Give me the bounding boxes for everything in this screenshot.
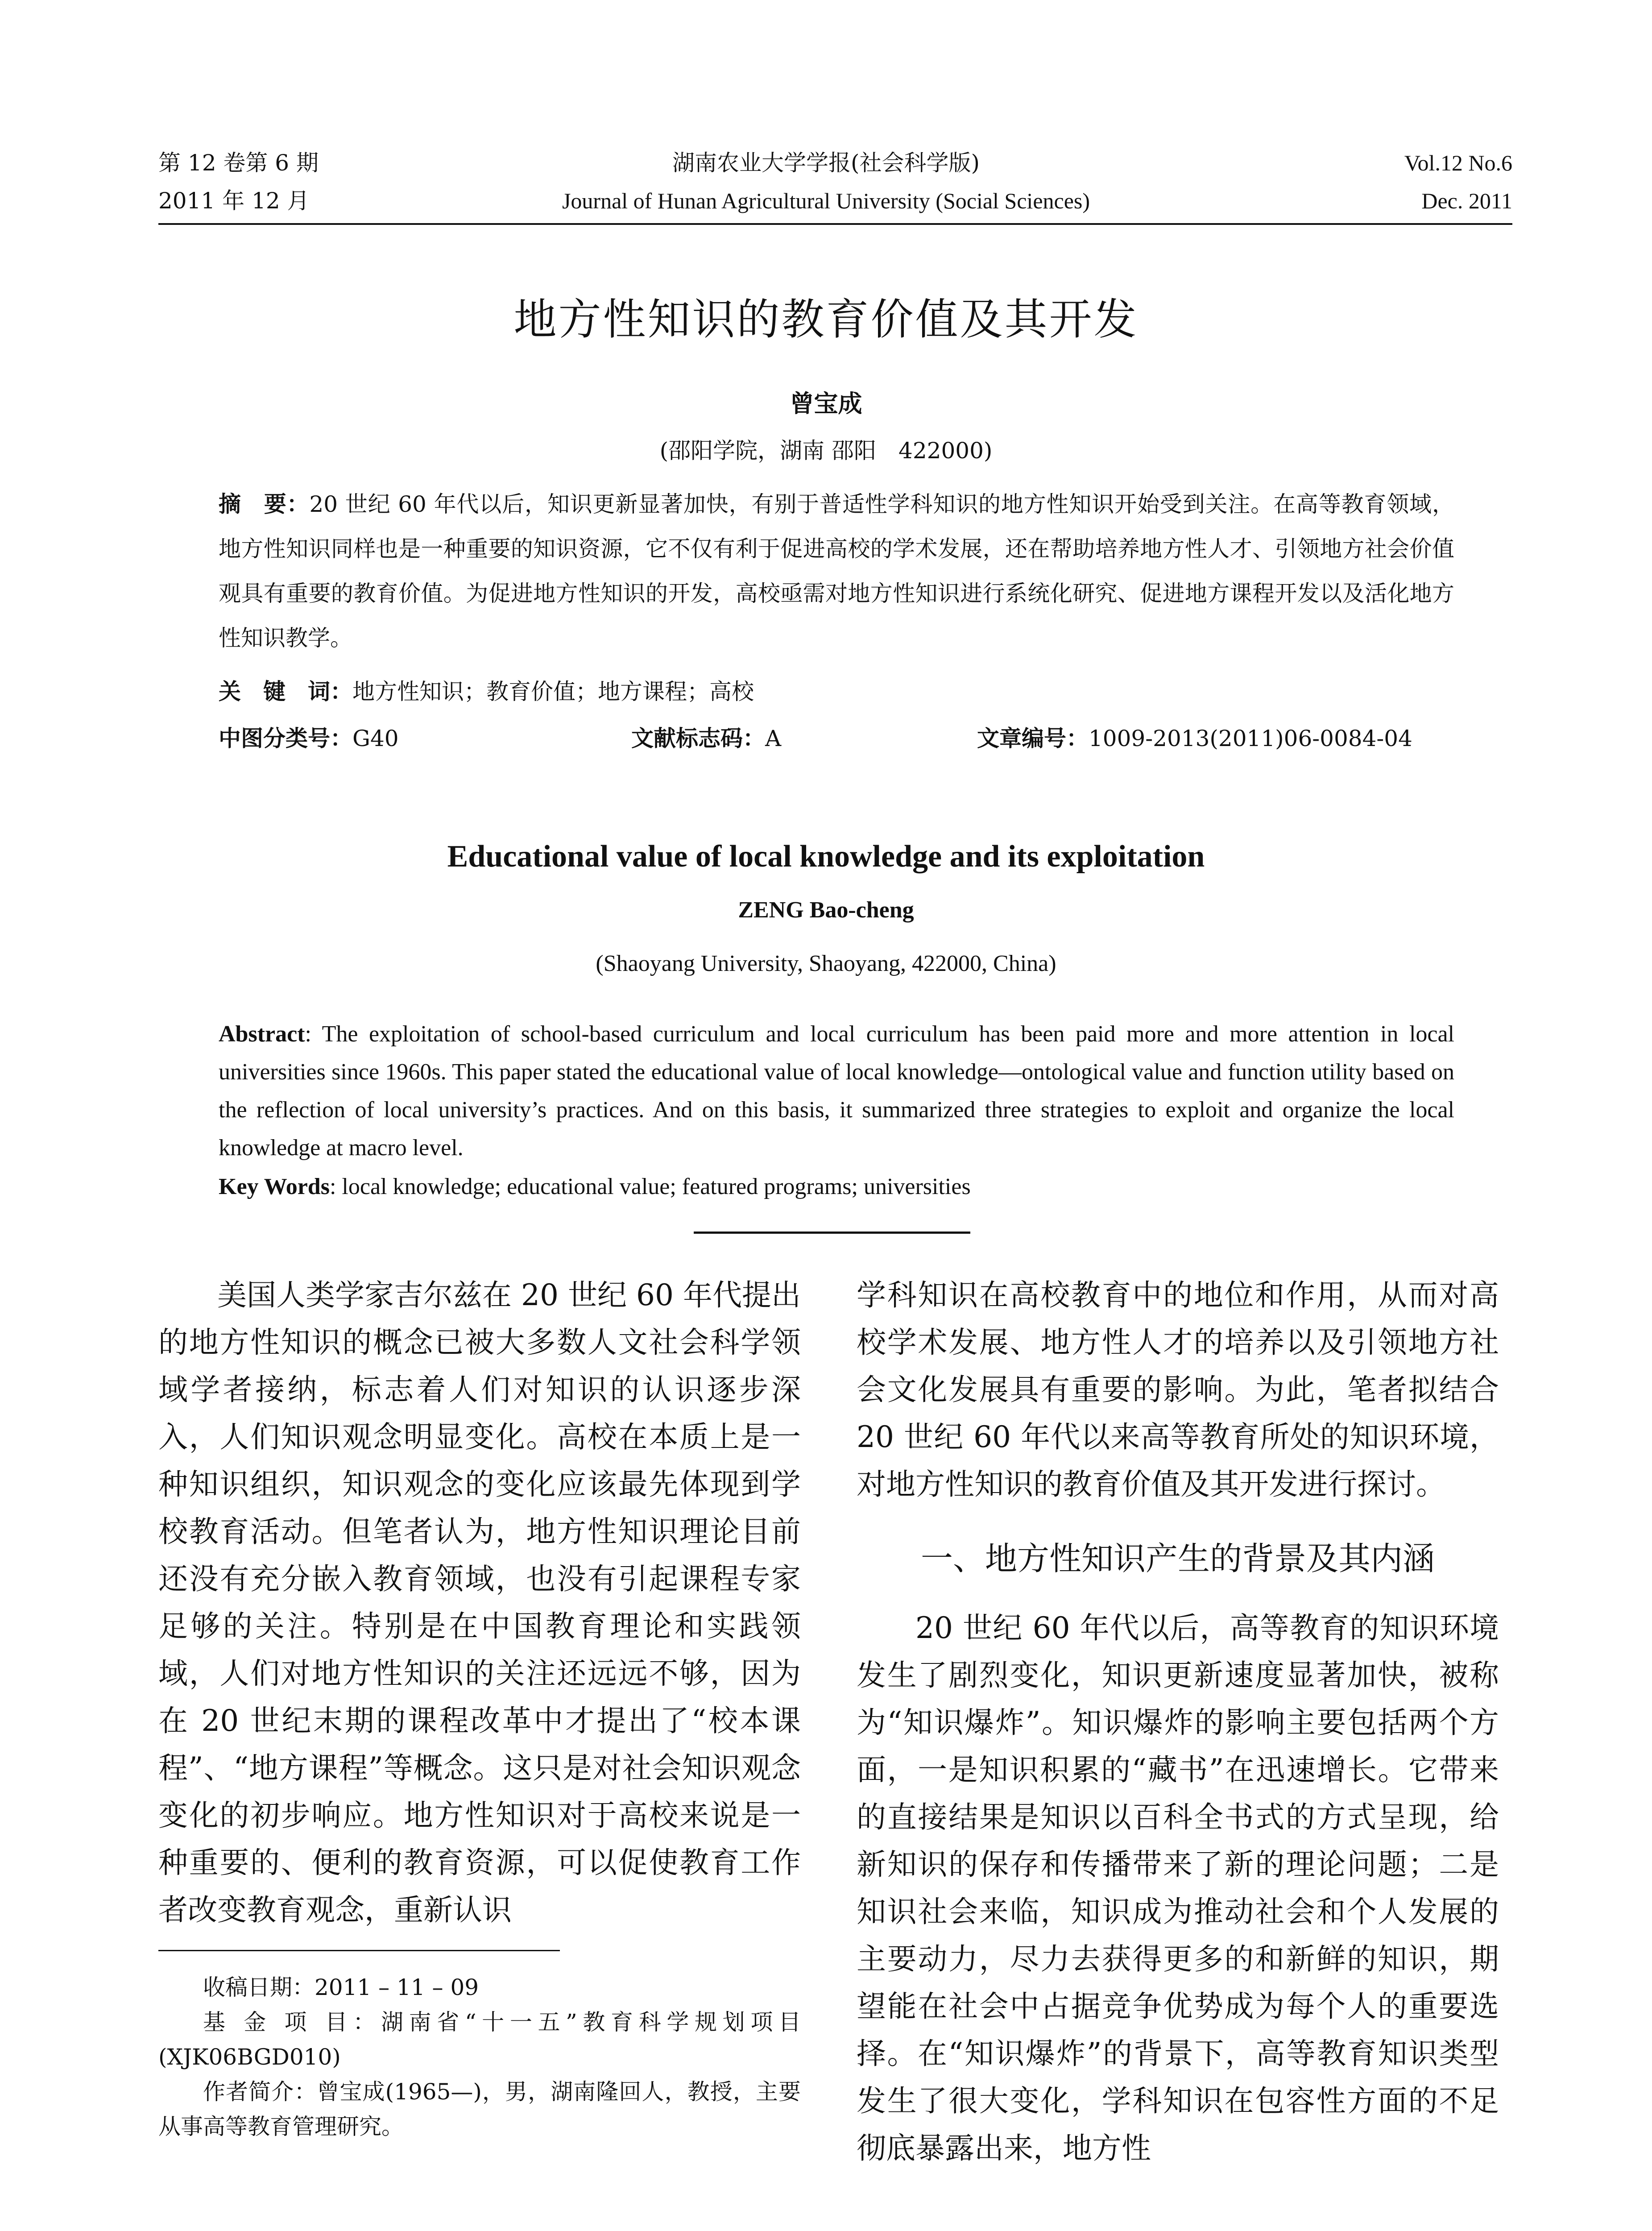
body-paragraph-continued: 学科知识在高校教育中的地位和作用，从而对高校学术发展、地方性人才的培养以及引领地方社会文化发展具有重要的影响。为此，笔者拟结合 20 世纪 60 年代以来高等教育所处的知识环境，对地方性知识的教育价值及其开发进行探讨。	[857, 1278, 1499, 1501]
footnote-received: 收稿日期：2011 – 11 – 09	[203, 1974, 479, 2000]
keywords-en	[219, 1171, 971, 1203]
footnote	[158, 1970, 801, 2144]
footnote-fund: 基 金 项 目：湖南省“十一五”教育科学规划项目(XJK06BGD010)	[158, 2009, 801, 2070]
abstract-en-label: Abstract	[219, 1021, 305, 1047]
footnote-author-bio: 作者简介：曾宝成(1965—)，男，湖南隆回人，教授，主要从事高等教育管理研究。	[158, 2079, 801, 2140]
document-code-label: 文献标志码：	[631, 726, 765, 751]
body-paragraph: 20 世纪 60 年代以后，高等教育的知识环境发生了剧烈变化，知识更新速度显著加快，被称为“知识爆炸”。知识爆炸的影响主要包括两个方面，一是知识积累的“藏书”在迅速增长。它带来的直接结果是知识以百科全书式的方式呈现，给新知识的保存和传播带来了新的理论问题；二是知识社会来临，知识成为推动社会和个人发展的主要动力，尽力去获得更多的和新鲜的知识，期望能在社会中占据竞争优势成为每个人的重要选择。在“知识爆炸”的背景下，高等教育知识类型发生了很大变化，学科知识在包容性方面的不足彻底暴露出来，地方性	[857, 1611, 1499, 2165]
abstract-zh	[219, 482, 1454, 660]
date-en: Dec. 2011	[1421, 188, 1512, 213]
volume-issue-en: Vol.12 No.6	[1404, 150, 1512, 175]
document-code-value: A	[765, 726, 782, 751]
journal-title-en: Journal of Hunan Agricultural University (Social Sciences)	[562, 188, 1090, 213]
journal-title-zh: 湖南农业大学学报(社会科学版)	[672, 150, 980, 176]
footnote-rule	[158, 1950, 560, 1951]
article-number	[977, 723, 1412, 754]
clc-value: G40	[352, 726, 399, 751]
body-column-left	[158, 1272, 801, 1934]
article-title-en: Educational value of local knowledge and its exploitation	[447, 839, 1205, 874]
document-code	[631, 723, 781, 754]
body-column-right	[857, 1272, 1499, 2172]
keywords-zh-label: 关 键 词：	[219, 679, 352, 705]
author-en: ZENG Bao-cheng	[738, 897, 914, 923]
article-number-value: 1009-2013(2011)06-0084-04	[1089, 726, 1412, 751]
keywords-en-label: Key Words	[219, 1174, 330, 1199]
volume-issue-zh: 第 12 卷第 6 期	[158, 150, 319, 176]
keywords-zh-text: 地方性知识；教育价值；地方课程；高校	[352, 679, 754, 705]
clc-label: 中图分类号：	[219, 726, 352, 751]
abstract-en-text: : The exploitation of school-based curriculum and local curriculum has been paid more and more attention in local universities since 1960s. This paper stated the educational value of local knowledge—ontological value and function utility based on the reflection of local university’s practices. And on this basis, it summarized three strategies to exploit and organize the local knowledge at macro level.	[219, 1021, 1454, 1161]
abstract-zh-label: 摘 要：	[219, 491, 310, 517]
separator-rule	[694, 1232, 970, 1234]
abstract-en	[219, 1015, 1454, 1167]
header-rule	[158, 223, 1512, 225]
body-paragraph: 美国人类学家吉尔兹在 20 世纪 60 年代提出的地方性知识的概念已被大多数人文社会科学领域学者接纳，标志着人们对知识的认识逐步深入，人们知识观念明显变化。高校在本质上是一种知识组织，知识观念的变化应该最先体现到学校教育活动。但笔者认为，地方性知识理论目前还没有充分嵌入教育领域，也没有引起课程专家足够的关注。特别是在中国教育理论和实践领域，人们对地方性知识的关注还远远不够，因为在 20 世纪末期的课程改革中才提出了“校本课程”、“地方课程”等概念。这只是对社会知识观念变化的初步响应。地方性知识对于高校来说是一种重要的、便利的教育资源，可以促使教育工作者改变教育观念，重新认识	[158, 1278, 801, 1927]
affiliation-en: (Shaoyang University, Shaoyang, 422000, China)	[596, 951, 1056, 976]
article-number-label: 文章编号：	[977, 726, 1089, 751]
section-heading: 一、地方性知识产生的背景及其内涵	[920, 1540, 1435, 1577]
author-zh: 曾宝成	[790, 390, 862, 418]
abstract-zh-text: 20 世纪 60 年代以后，知识更新显著加快，有别于普适性学科知识的地方性知识开始受到关注。在高等教育领域，地方性知识同样也是一种重要的知识资源，它不仅有利于促进高校的学术发展，还在帮助培养地方性人才、引领地方社会价值观具有重要的教育价值。为促进地方性知识的开发，高校亟需对地方性知识进行系统化研究、促进地方课程开发以及活化地方性知识教学。	[219, 491, 1454, 651]
article-title-zh: 地方性知识的教育价值及其开发	[513, 294, 1139, 344]
clc-number	[219, 723, 399, 754]
affiliation-zh: (邵阳学院，湖南 邵阳 422000)	[659, 438, 993, 464]
keywords-zh	[219, 676, 754, 707]
keywords-en-text: : local knowledge; educational value; featured programs; universities	[329, 1174, 971, 1199]
date-zh: 2011 年 12 月	[158, 188, 310, 214]
